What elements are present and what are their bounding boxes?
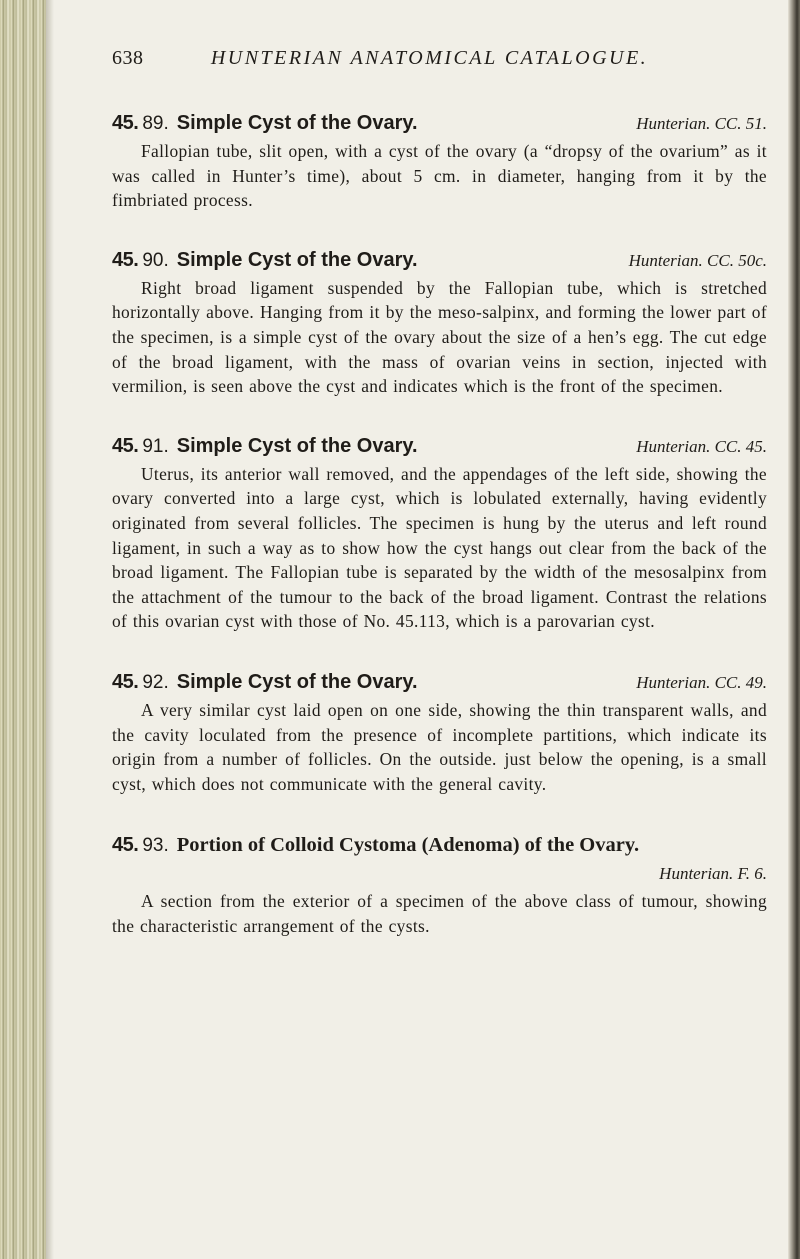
collection-reference: Hunterian. CC. 49. bbox=[636, 672, 767, 692]
entry-title: Simple Cyst of the Ovary. bbox=[176, 670, 418, 693]
entry-description: Fallopian tube, slit open, with a cyst of the ovary (a “dropsy of the ovarium” as it was called in Hunter’s time), about 5 cm. in diameter, hanging from it by the fimbriated process. bbox=[112, 141, 767, 211]
entry-title: Simple Cyst of the Ovary. bbox=[176, 112, 418, 134]
entry-number-prefix: 45. bbox=[112, 670, 139, 693]
entry-number-prefix: 45. bbox=[112, 834, 139, 857]
catalogue-entry bbox=[112, 432, 767, 634]
collection-reference: Hunterian. CC. 50c. bbox=[628, 250, 767, 270]
entry-heading bbox=[112, 246, 767, 275]
entry-title: Portion of Colloid Cystoma (Adenoma) of the Ovary. bbox=[176, 834, 640, 857]
catalogue-entry bbox=[112, 246, 767, 399]
catalogue-entry bbox=[112, 668, 767, 796]
entry-description: Right broad ligament suspended by the Fallopian tube, which is stretched horizontally above. Hanging from it by the meso-salpinx, and forming the lower part of the specimen, is a simple cyst of the ovary about the size of a hen’s egg. The cut edge of the broad ligament, with the mass of ovarian veins in section, injected with vermilion, is seen above the cyst and indicates which is the front of the specimen. bbox=[112, 277, 767, 397]
entry-heading bbox=[112, 432, 767, 461]
entry-number-prefix: 45. bbox=[112, 112, 139, 134]
catalogue-entry bbox=[112, 831, 767, 938]
collection-reference: Hunterian. CC. 51. bbox=[636, 114, 767, 133]
entry-description: Uterus, its anterior wall removed, and the appendages of the left side, showing the ovary converted into a large cyst, which is lobulated externally, having evidently originated from several follicles. The specimen is hung by the uterus and left round ligament, in such a way as to show how the cyst hangs out clear from the back of the broad ligament. The Fallopian tube is separated by the width of the mesosalpinx from the attachment of the tumour to the back of the broad ligament. Contrast the relations of this ovarian cyst with those of No. 45.113, which is a parovarian cyst. bbox=[112, 463, 767, 632]
entry-heading bbox=[112, 668, 767, 697]
entry-title: Simple Cyst of the Ovary. bbox=[176, 434, 418, 457]
book-binding-edge bbox=[0, 0, 46, 1259]
entry-description: A very similar cyst laid open on one side, showing the thin transparent walls, and the cavity loculated from the presence of incomplete partitions, which indicate its origin from a number of follicles. On the outside. just below the opening, is a small cyst, which does not communicate with the general cavity. bbox=[112, 699, 767, 794]
entry-number: 93. bbox=[142, 835, 169, 857]
entry-number: 91. bbox=[142, 435, 169, 457]
entry-title: Simple Cyst of the Ovary. bbox=[176, 248, 418, 271]
entry-number: 89. bbox=[142, 113, 169, 134]
entry-number-prefix: 45. bbox=[112, 434, 139, 457]
running-head bbox=[112, 38, 767, 78]
running-title: HUNTERIAN ANATOMICAL CATALOGUE. bbox=[210, 47, 649, 69]
catalogue-entry bbox=[112, 109, 767, 213]
entry-number: 90. bbox=[142, 249, 169, 271]
entry-heading bbox=[112, 831, 767, 860]
page-number: 638 bbox=[112, 47, 144, 69]
entry-heading bbox=[112, 109, 767, 138]
catalogue-page bbox=[112, 38, 767, 938]
entry-number: 92. bbox=[142, 671, 169, 693]
entry-description: A section from the exterior of a specimen of the above class of tumour, showing the characteristic arrangement of the cysts. bbox=[112, 891, 767, 936]
page-edge-shadow bbox=[788, 0, 800, 1259]
collection-reference: Hunterian. F. 6. bbox=[659, 864, 767, 884]
collection-reference: Hunterian. CC. 45. bbox=[636, 436, 767, 456]
entry-number-prefix: 45. bbox=[112, 248, 139, 271]
